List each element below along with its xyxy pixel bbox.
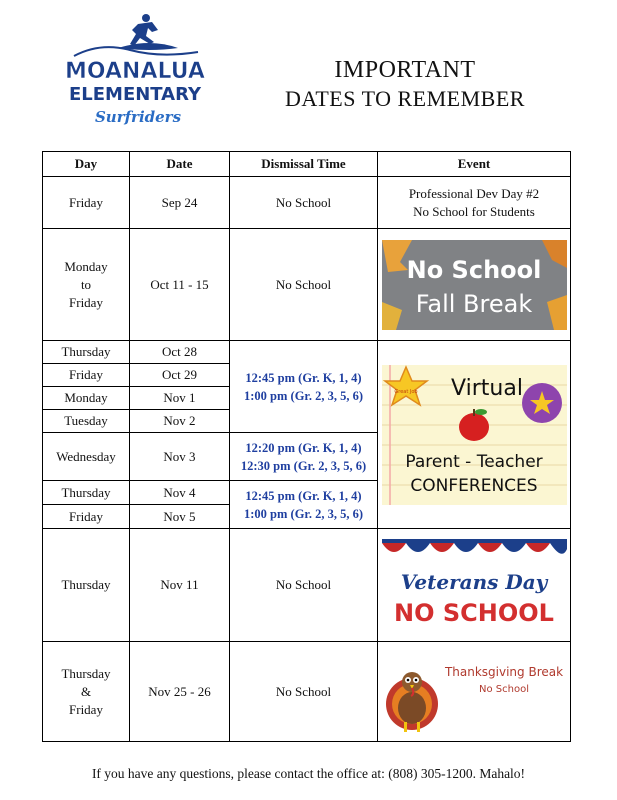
day-cell (43, 642, 130, 742)
dismissal-cell: No School (230, 642, 378, 742)
conferences-line3: CONFERENCES (409, 475, 538, 496)
date-cell: Nov 11 (130, 529, 230, 642)
dismissal-line1: 12:45 pm (Gr. K, 1, 4) (245, 370, 362, 385)
conferences-line2: Parent - Teacher (404, 451, 543, 472)
header-date: Date (130, 152, 230, 177)
logo-line3: Surfriders (94, 108, 182, 126)
dismissal-cell (230, 481, 378, 529)
fall-break-line2: Fall Break (415, 289, 532, 318)
dismissal-cell (230, 341, 378, 433)
dismissal-cell: No School (230, 177, 378, 229)
footer-note: If you have any questions, please contact the office at: (808) 305-1200. Mahalo! (91, 766, 526, 781)
title-line1: IMPORTANT (334, 57, 476, 83)
date-cell: Oct 11 - 15 (130, 229, 230, 341)
date-cell: Nov 3 (130, 433, 230, 481)
school-logo (60, 12, 210, 130)
day-cell (43, 229, 130, 341)
logo-line1: MOANALUA (65, 59, 205, 84)
veterans-image (382, 539, 567, 631)
dismissal-line2: 12:30 pm (Gr. 2, 3, 5, 6) (240, 458, 367, 473)
date-cell: Nov 5 (130, 505, 230, 529)
day-line3: Friday (69, 701, 103, 717)
thanksgiving-line1: Thanksgiving Break (444, 664, 563, 679)
event-cell (378, 229, 571, 341)
dismissal-line2: 1:00 pm (Gr. 2, 3, 5, 6) (244, 388, 363, 403)
event-cell (378, 642, 571, 742)
table-row (43, 642, 571, 742)
date-cell: Oct 28 (130, 341, 230, 364)
apple-icon (459, 413, 489, 441)
header-day: Day (43, 152, 130, 177)
dismissal-cell (230, 433, 378, 481)
star-text: Great Job (393, 388, 418, 395)
thanksgiving-image (382, 648, 567, 736)
title-line2: DATES TO REMEMBER (285, 86, 525, 111)
table-header-row (43, 152, 571, 177)
dismissal-cell: No School (230, 229, 378, 341)
table-row (43, 529, 571, 642)
day-cell: Thursday (43, 481, 130, 505)
day-cell: Monday (43, 387, 130, 410)
table-row (43, 229, 571, 341)
header-dismissal: Dismissal Time (230, 152, 378, 177)
conferences-line1: Virtual (450, 375, 523, 401)
fall-break-image (382, 240, 567, 330)
day-cell: Thursday (43, 341, 130, 364)
dismissal-line1: 12:45 pm (Gr. K, 1, 4) (245, 488, 362, 503)
day-cell: Friday (43, 364, 130, 387)
day-cell: Tuesday (43, 410, 130, 433)
surfer-icon (118, 14, 178, 50)
fall-break-line1: No School (406, 255, 541, 284)
veterans-line1: Veterans Day (400, 570, 547, 594)
event-cell (378, 341, 571, 529)
event-cell (378, 177, 571, 229)
page-title (255, 56, 555, 114)
date-cell: Sep 24 (130, 177, 230, 229)
date-cell: Nov 2 (130, 410, 230, 433)
event-cell (378, 529, 571, 642)
thanksgiving-line2: No School (478, 683, 529, 695)
event-line2: No School for Students (413, 203, 535, 219)
event-line1: Professional Dev Day #2 (408, 185, 540, 201)
day-cell: Friday (43, 177, 130, 229)
day-cell: Wednesday (43, 433, 130, 481)
logo-line2: ELEMENTARY (68, 84, 202, 105)
dates-table (42, 151, 571, 742)
date-cell: Nov 25 - 26 (130, 642, 230, 742)
day-line2: & (80, 683, 92, 699)
day-cell: Thursday (43, 529, 130, 642)
date-cell: Oct 29 (130, 364, 230, 387)
table-row (43, 341, 571, 364)
day-line3: Friday (69, 294, 103, 310)
dismissal-line1: 12:20 pm (Gr. K, 1, 4) (245, 440, 362, 455)
veterans-line2: NO SCHOOL (393, 599, 554, 627)
date-cell: Nov 4 (130, 481, 230, 505)
day-cell: Friday (43, 505, 130, 529)
day-line1: Monday (64, 258, 108, 274)
day-line2: to (80, 276, 92, 292)
dismissal-line2: 1:00 pm (Gr. 2, 3, 5, 6) (244, 506, 363, 521)
day-line1: Thursday (61, 665, 111, 681)
table-row (43, 177, 571, 229)
dismissal-cell: No School (230, 529, 378, 642)
date-cell: Nov 1 (130, 387, 230, 410)
header-event: Event (378, 152, 571, 177)
conferences-image (382, 365, 567, 505)
